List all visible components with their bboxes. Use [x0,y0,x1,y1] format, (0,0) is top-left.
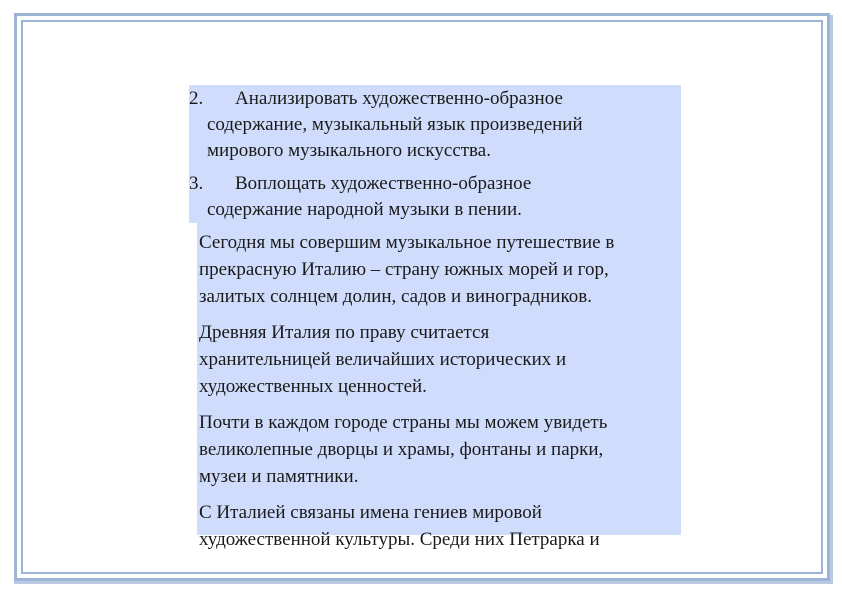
list-line: содержание народной музыки в пении. [207,199,522,220]
goals-list [189,86,681,223]
text-line: великолепные дворцы и храмы, фонтаны и парки, [199,439,604,460]
text-line: художественной культуры. Среди них Петрарка и [199,529,600,550]
text-line: хранительницей величайших исторических и [199,349,567,370]
text-line: музеи и памятники. [199,466,359,487]
list-number: 2. [189,88,204,109]
paragraph [199,409,681,490]
slide-shadow-right [830,15,833,584]
list-item [189,171,681,223]
text-line: художественных ценностей. [199,376,427,397]
list-line: Анализировать художественно-образное [235,88,563,109]
paragraph [199,229,681,310]
list-item [189,86,681,164]
text-line: С Италией связаны имена гениев мировой [199,502,542,523]
text-line: залитых солнцем долин, садов и виноградников. [199,286,592,307]
list-number: 3. [189,173,204,194]
text-line: прекрасную Италию – страну южных морей и гор, [199,259,609,280]
text-line: Почти в каждом городе страны мы можем увидеть [199,412,608,433]
list-line: мирового музыкального искусства. [207,140,491,161]
paragraph [199,499,681,553]
slide-shadow-bottom [14,581,832,584]
list-line: содержание, музыкальный язык произведений [207,114,583,135]
list-line: Воплощать художественно-образное [235,173,532,194]
paragraph [199,319,681,400]
text-line: Древняя Италия по праву считается [199,322,490,343]
body-text [199,229,681,562]
text-line: Сегодня мы совершим музыкальное путешествие в [199,232,615,253]
